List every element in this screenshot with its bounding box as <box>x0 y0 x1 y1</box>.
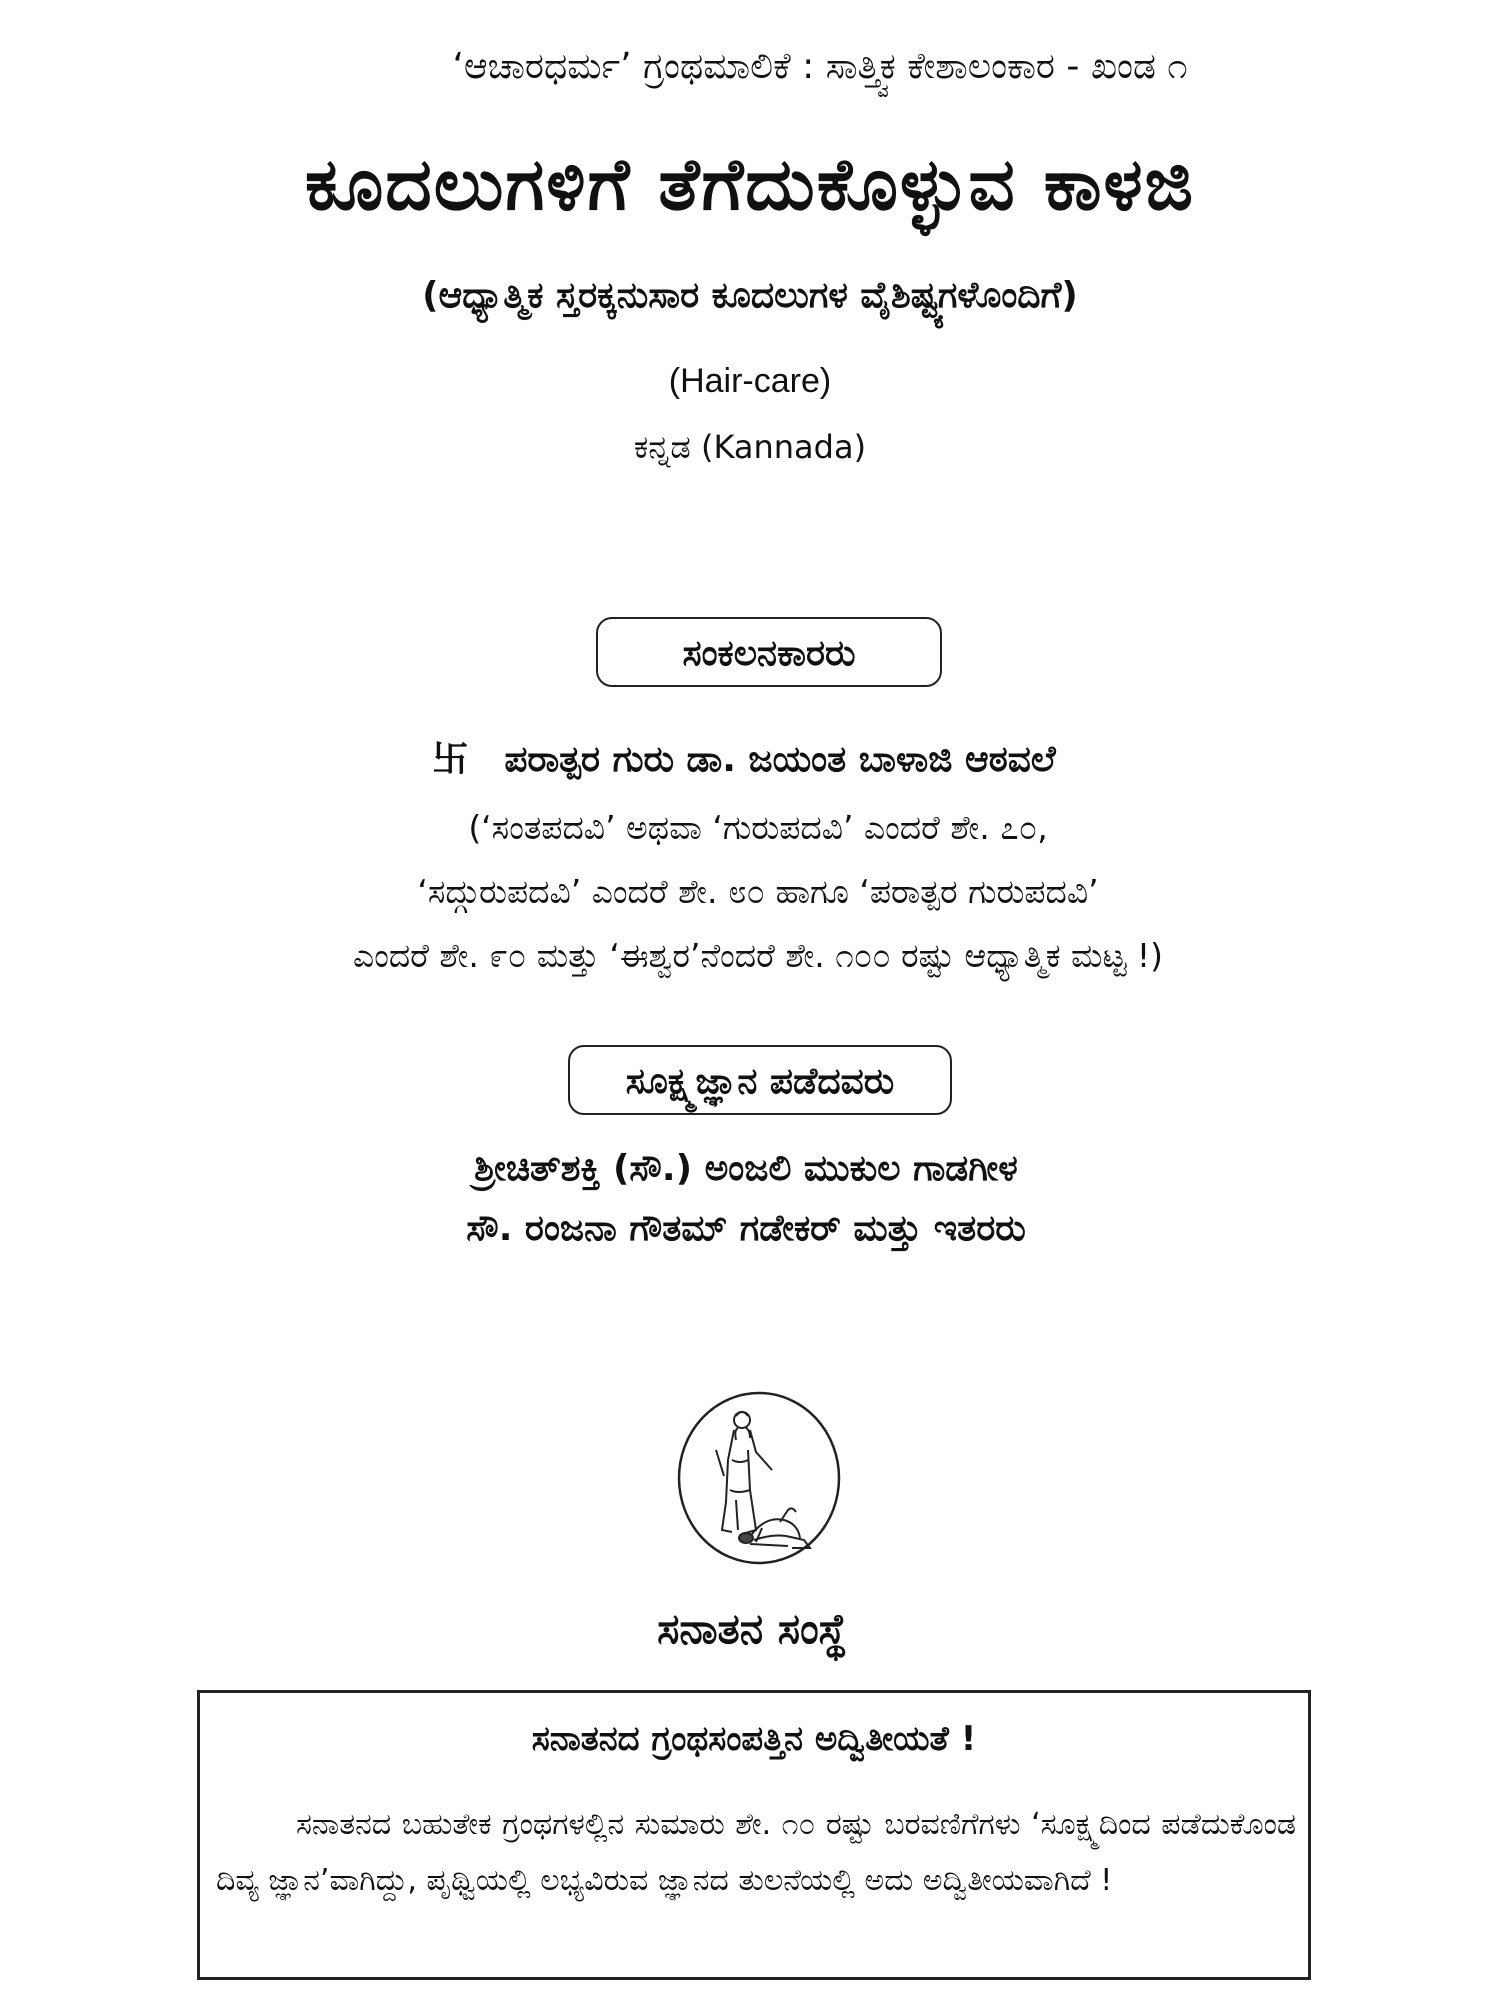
spiritual-level-note-line: ‘ಸದ್ಗುರುಪದವಿ’ ಎಂದರೆ ಶೇ. ೮೦ ಹಾಗೂ ‘ಪರಾತ್ಪರ ಗುರುಪದವಿ’ <box>417 872 1099 911</box>
knowledge-receiver-name: ಸೌ. ರಂಜನಾ ಗೌತಮ್ ಗಡೇಕರ್ ಮತ್ತು ಇತರರು <box>466 1208 1026 1249</box>
spiritual-level-note-line: ಎಂದರೆ ಶೇ. ೯೦ ಮತ್ತು ‘ಈಶ್ವರ’ನೆಂದರೆ ಶೇ. ೧೦೦ ರಷ್ಟು ಆಧ್ಯಾತ್ಮಿಕ ಮಟ್ಟ !) <box>353 936 1163 975</box>
info-box-title: ಸನಾತನದ ಗ್ರಂಥಸಂಪತ್ತಿನ ಅದ್ವಿತೀಯತೆ ! <box>531 1719 977 1759</box>
book-title: ಕೂದಲುಗಳಿಗೆ ತೆಗೆದುಕೊಳ್ಳುವ ಕಾಳಜಿ <box>304 142 1196 226</box>
info-box <box>197 1690 1311 1980</box>
publisher-name: ಸನಾತನ ಸಂಸ್ಥೆ <box>657 1604 847 1653</box>
subtle-knowledge-heading: ಸೂಕ್ಷ್ಮಜ್ಞಾನ ಪಡೆದವರು <box>568 1045 952 1115</box>
book-subtitle: (ಆಧ್ಯಾತ್ಮಿಕ ಸ್ತರಕ್ಕನುಸಾರ ಕೂದಲುಗಳ ವೈಶಿಷ್ಟ್ಯಗಳೊಂದಿಗೆ) <box>422 275 1078 316</box>
guru-disciple-logo-icon <box>676 1390 842 1566</box>
english-title: (Hair-care) <box>668 362 832 400</box>
series-line: ‘ಆಚಾರಧರ್ಮ’ ಗ್ರಂಥಮಾಲಿಕೆ : ಸಾತ್ತ್ವಿಕ ಕೇಶಾಲಂಕಾರ - ಖಂಡ ೧ <box>452 46 1188 87</box>
language-label: ಕನ್ನಡ (Kannada) <box>633 428 867 466</box>
author-line <box>0 731 1494 782</box>
compilers-heading: ಸಂಕಲನಕಾರರು <box>596 617 942 687</box>
info-box-body: ಸನಾತನದ ಬಹುತೇಕ ಗ್ರಂಥಗಳಲ್ಲಿನ ಸುಮಾರು ಶೇ. ೧೦ ರಷ್ಟು ಬರವಣಿಗೆಗಳು ‘ಸೂಕ್ಷ್ಮದಿಂದ ಪಡೆದುಕೊಂಡ ದಿವ್ಯ ಜ್ಞಾನ’ವಾಗಿದ್ದು, ಪೃಥ್ವಿಯಲ್ಲಿ ಲಭ್ಯವಿರುವ ಜ್ಞಾನದ ತುಲನೆಯಲ್ಲಿ ಅದು ಅದ್ವಿತೀಯವಾಗಿದೆ ! <box>216 1807 1296 1898</box>
knowledge-receiver-name: ಶ್ರೀಚಿತ್‌ಶಕ್ತಿ (ಸೌ.) ಅಂಜಲಿ ಮುಕುಲ ಗಾಡಗೀಳ <box>474 1148 1018 1189</box>
swastika-icon: 卐 <box>432 739 469 780</box>
spiritual-level-note-line: (‘ಸಂತಪದವಿ’ ಅಥವಾ ‘ಗುರುಪದವಿ’ ಎಂದರೆ ಶೇ. ೭೦, <box>468 808 1048 847</box>
author-name: ಪರಾತ್ಪರ ಗುರು ಡಾ. ಜಯಂತ ಬಾಳಾಜಿ ಆಠವಲೆ <box>504 739 1056 780</box>
